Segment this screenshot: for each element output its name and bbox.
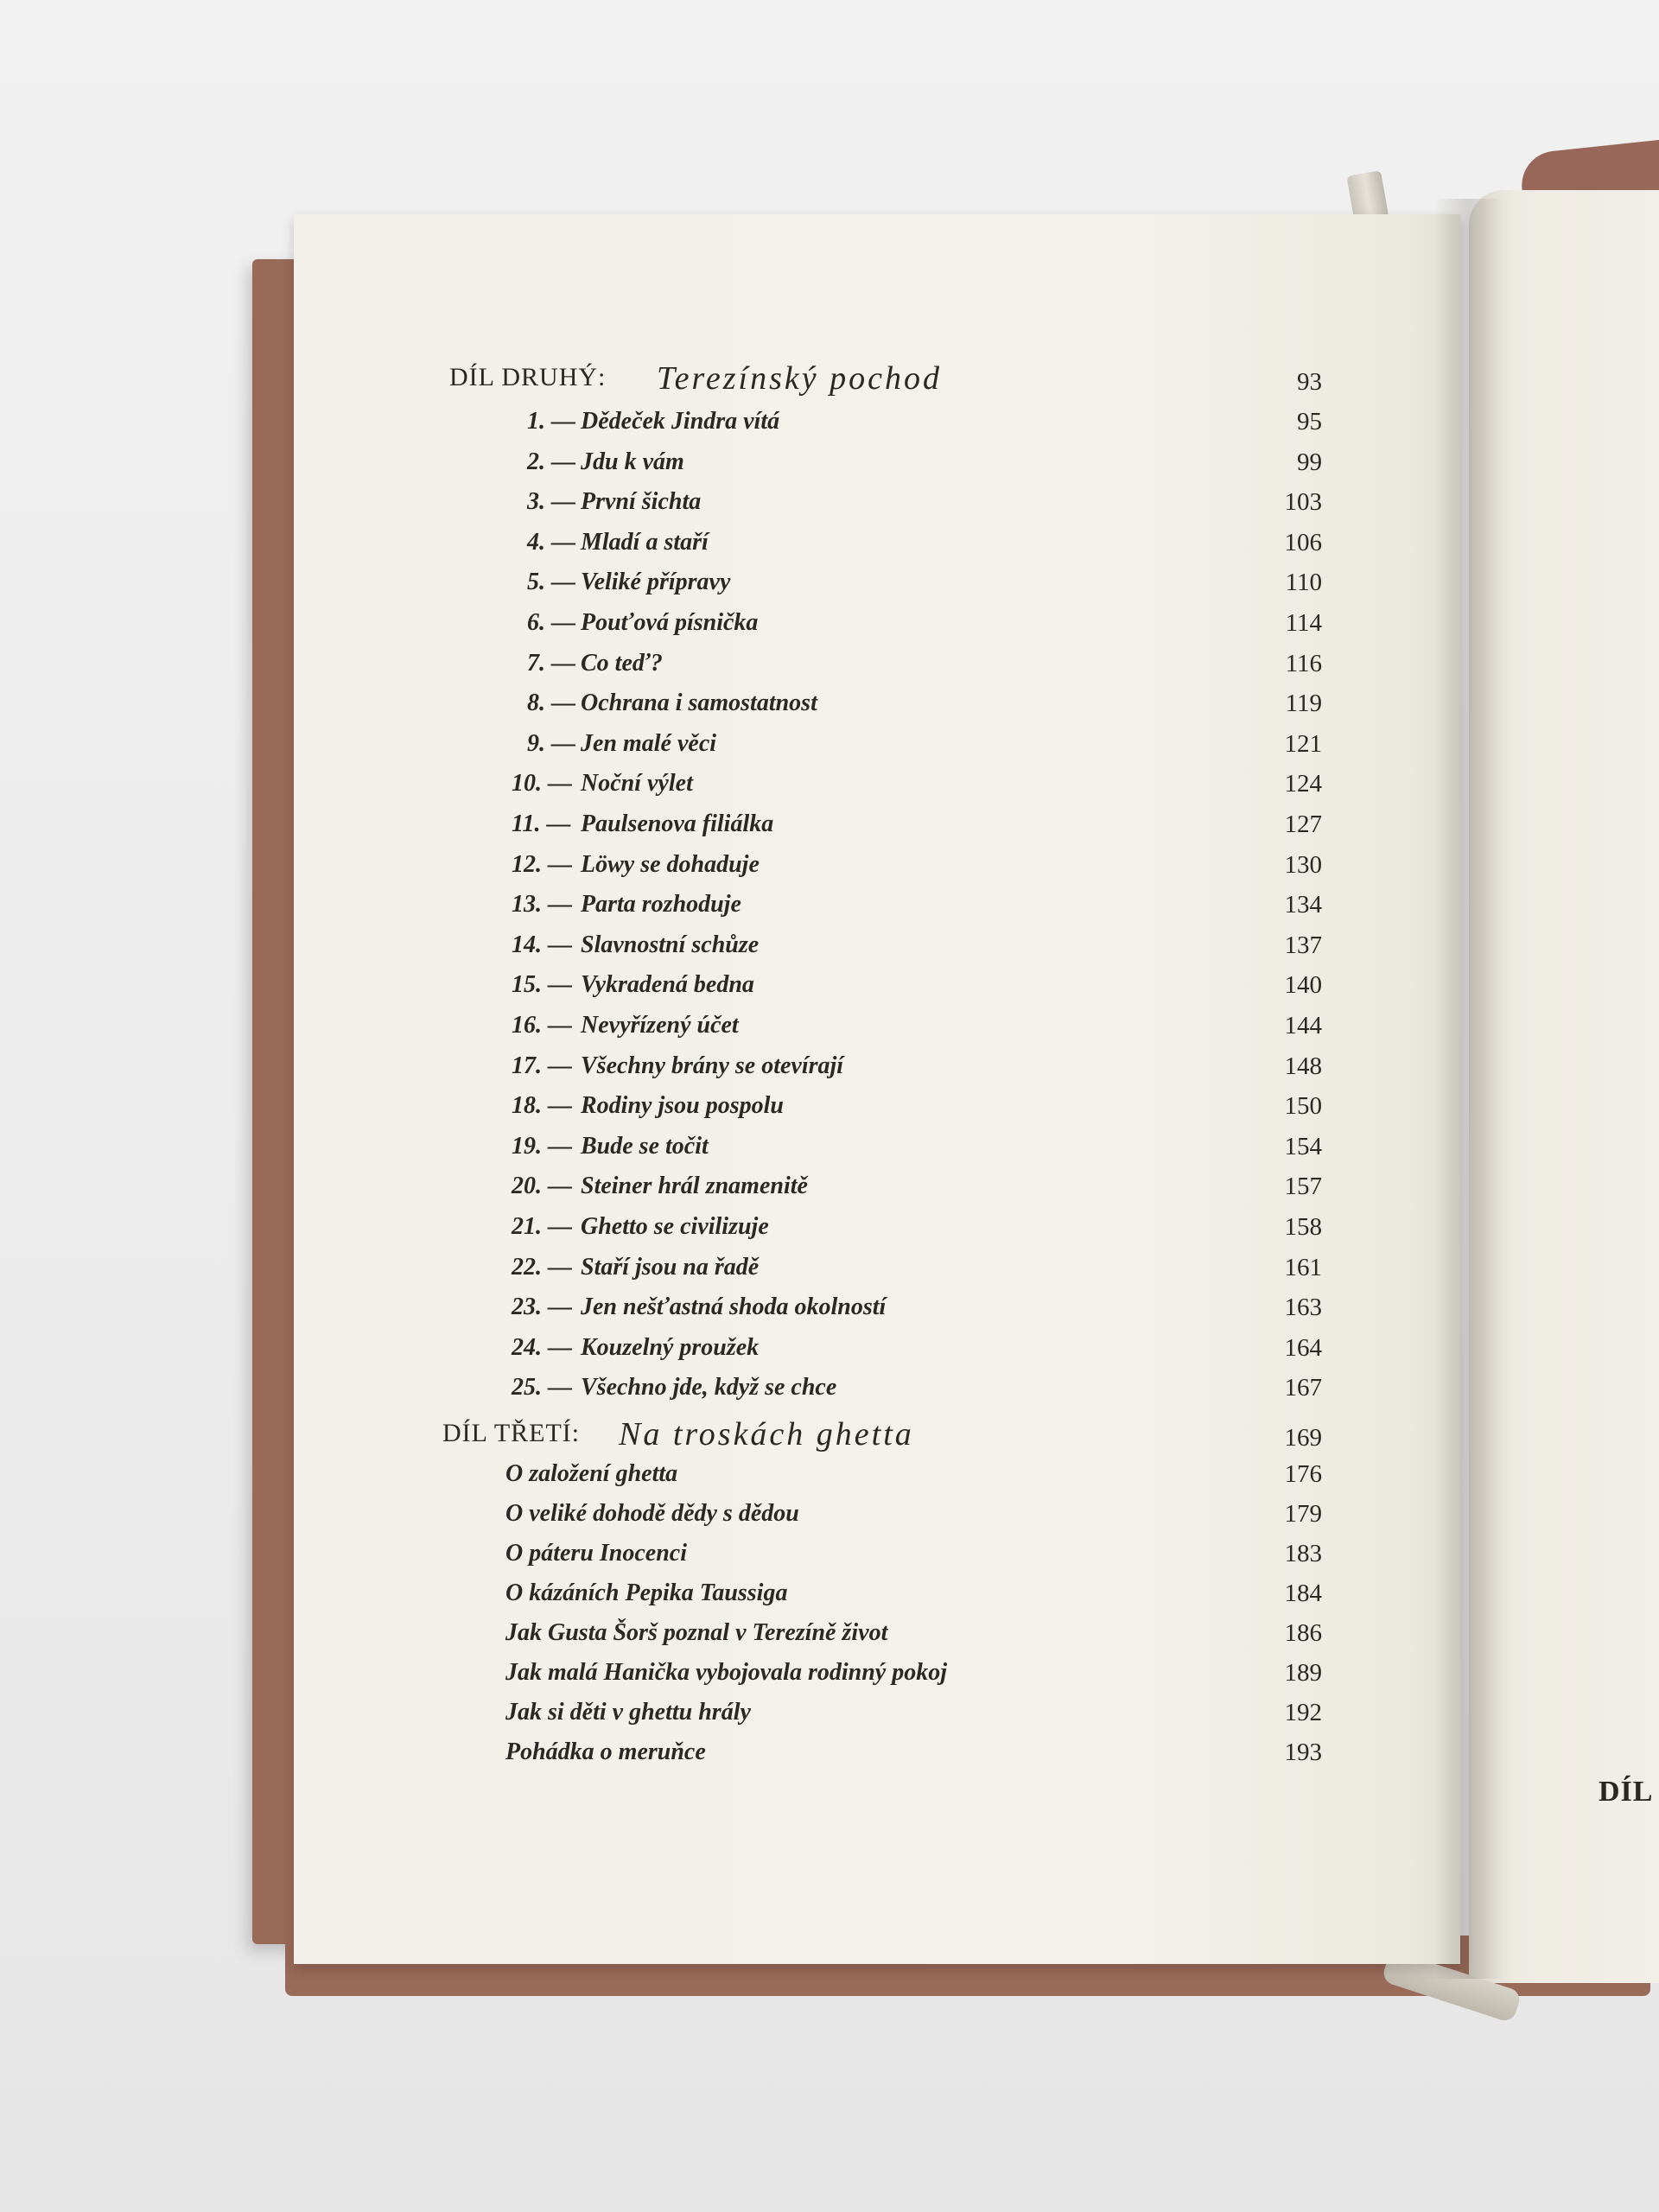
page-number: 99	[1297, 448, 1322, 476]
toc-entry	[449, 971, 1322, 1011]
toc-entry	[449, 931, 1322, 971]
page-number: 148	[1284, 1052, 1322, 1080]
page-number: 158	[1284, 1213, 1322, 1241]
part-label: DÍL TŘETÍ:	[442, 1419, 581, 1447]
toc-entry	[449, 448, 1322, 488]
chapter-title: Jen nešťastná shoda okolností	[581, 1294, 887, 1321]
chapter-number: 13. —	[512, 891, 572, 918]
toc-entry	[449, 1133, 1322, 1173]
page-number: 124	[1284, 770, 1322, 798]
toc-entry	[449, 569, 1322, 608]
page-number: 110	[1285, 569, 1322, 597]
toc-entry	[449, 810, 1322, 850]
page-number: 134	[1284, 891, 1322, 919]
chapter-title: Kouzelný proužek	[581, 1333, 760, 1361]
right-page-part-label: DÍL	[1599, 1776, 1654, 1808]
chapter-number: 1. —	[527, 408, 575, 435]
chapter-title: Vykradená bedna	[581, 971, 754, 999]
chapter-number: 25. —	[512, 1374, 572, 1402]
chapter-number: 7. —	[527, 649, 575, 677]
toc-entry	[449, 1254, 1322, 1294]
chapter-title: Ghetto se civilizuje	[581, 1213, 769, 1240]
toc-entry	[449, 408, 1322, 448]
chapter-number: 4. —	[527, 528, 575, 556]
chapter-title: Co teď?	[581, 649, 663, 677]
chapter-title: Slavnostní schůze	[581, 931, 760, 958]
toc-entry	[449, 1460, 1322, 1500]
chapter-number: 18. —	[512, 1092, 572, 1120]
part-title: Terezínský pochod	[657, 360, 942, 397]
chapter-title: Steiner hrál znamenitě	[581, 1173, 808, 1200]
toc-entry	[449, 1213, 1322, 1253]
page-number: 103	[1284, 488, 1322, 517]
toc-entry	[449, 529, 1322, 569]
toc-entry	[449, 650, 1322, 690]
chapter-title: Ochrana i samostatnost	[581, 690, 817, 717]
chapter-number: 3. —	[527, 488, 575, 516]
chapter-title: Veliké přípravy	[581, 569, 731, 596]
toc-entry	[449, 1092, 1322, 1132]
toc-entry	[449, 1659, 1322, 1699]
page-number: 163	[1284, 1294, 1322, 1322]
toc-entry	[449, 488, 1322, 528]
chapter-title: Jdu k vám	[581, 448, 684, 475]
chapter-title: Všechno jde, když se chce	[581, 1374, 837, 1402]
chapter-number: 21. —	[512, 1213, 572, 1240]
page-number: 150	[1284, 1092, 1322, 1121]
page-number: 164	[1284, 1333, 1322, 1362]
chapter-title: Löwy se dohaduje	[581, 850, 760, 878]
chapter-number: 5. —	[527, 569, 575, 596]
page-number: 193	[1284, 1738, 1322, 1766]
page-number: 144	[1284, 1012, 1322, 1039]
part-heading	[449, 360, 1322, 411]
page-number: 192	[1284, 1699, 1322, 1726]
chapter-title: Všechny brány se otevírají	[581, 1052, 844, 1079]
chapter-title: Pohádka o meruňce	[505, 1738, 706, 1765]
page-number: 184	[1284, 1580, 1322, 1607]
chapter-number: 15. —	[512, 971, 572, 999]
part-label: DÍL DRUHÝ:	[449, 363, 607, 391]
toc-entry	[449, 1738, 1322, 1778]
page-number: 176	[1284, 1460, 1322, 1488]
chapter-number: 12. —	[512, 850, 572, 878]
chapter-title: Paulsenova filiálka	[581, 810, 774, 837]
page-number: 106	[1284, 528, 1322, 556]
toc-entry	[449, 1374, 1322, 1414]
page-number: 157	[1284, 1173, 1322, 1201]
toc-entry	[449, 851, 1322, 891]
chapter-number: 23. —	[512, 1294, 572, 1321]
toc-entry	[449, 609, 1322, 649]
chapter-number: 22. —	[512, 1253, 572, 1281]
chapter-title: První šichta	[581, 488, 702, 516]
page-number: 119	[1285, 690, 1322, 718]
chapter-title: O kázáních Pepika Taussiga	[505, 1580, 788, 1606]
page-number: 189	[1284, 1659, 1322, 1687]
chapter-title: Bude se točit	[581, 1132, 709, 1160]
page-number: 186	[1284, 1619, 1322, 1647]
chapter-title: O páteru Inocenci	[505, 1540, 687, 1567]
chapter-title: Jak Gusta Šorš poznal v Terezíně život	[505, 1619, 888, 1646]
chapter-number: 9. —	[527, 729, 575, 757]
page-number: 121	[1284, 729, 1322, 758]
toc-entry	[449, 1173, 1322, 1212]
chapter-number: 10. —	[512, 770, 572, 798]
page-number: 140	[1284, 971, 1322, 1000]
page-number: 130	[1284, 850, 1322, 879]
chapter-title: O založení ghetta	[505, 1460, 678, 1487]
page-number: 154	[1284, 1132, 1322, 1160]
page-number: 167	[1284, 1374, 1322, 1402]
chapter-number: 19. —	[512, 1132, 572, 1160]
toc-entry	[449, 1012, 1322, 1052]
page-number: 137	[1284, 931, 1322, 959]
page-number: 169	[1284, 1424, 1322, 1452]
chapter-title: Jen malé věci	[581, 729, 717, 757]
chapter-number: 20. —	[512, 1173, 572, 1200]
chapter-number: 14. —	[512, 931, 572, 958]
chapter-title: Jak si děti v ghettu hrály	[505, 1699, 751, 1726]
toc-entry	[449, 1294, 1322, 1333]
page-number: 93	[1297, 368, 1322, 396]
chapter-number: 8. —	[527, 690, 575, 717]
toc-entry	[449, 730, 1322, 770]
chapter-title: Staří jsou na řadě	[581, 1253, 760, 1281]
chapter-title: Rodiny jsou pospolu	[581, 1092, 784, 1120]
toc-entry	[449, 1699, 1322, 1738]
toc-entry	[449, 1500, 1322, 1540]
book-gutter-shadow	[1434, 199, 1503, 1979]
toc-entry	[449, 690, 1322, 729]
toc-entry	[449, 1334, 1322, 1374]
toc-entry	[449, 1619, 1322, 1659]
page-number: 161	[1284, 1253, 1322, 1281]
chapter-title: Jak malá Hanička vybojovala rodinný pokoj	[505, 1659, 947, 1686]
chapter-number: 11. —	[512, 810, 571, 837]
toc-entry	[449, 891, 1322, 931]
chapter-title: O veliké dohodě dědy s dědou	[505, 1500, 799, 1527]
chapter-title: Mladí a staří	[581, 528, 709, 556]
chapter-number: 24. —	[512, 1333, 572, 1361]
page-number: 114	[1285, 609, 1322, 637]
chapter-title: Noční výlet	[581, 770, 693, 798]
toc-entry	[449, 1052, 1322, 1092]
chapter-title: Nevyřízený účet	[581, 1012, 739, 1039]
toc-entry	[449, 770, 1322, 810]
page-number: 179	[1284, 1500, 1322, 1528]
toc-entry	[449, 1540, 1322, 1580]
chapter-title: Pouťová písnička	[581, 609, 759, 636]
chapter-number: 16. —	[512, 1012, 572, 1039]
toc-entry	[449, 1580, 1322, 1619]
page-number: 116	[1285, 649, 1322, 677]
page-number: 95	[1297, 408, 1322, 435]
page-number: 127	[1284, 810, 1322, 838]
chapter-number: 2. —	[527, 448, 575, 475]
part-title: Na troskách ghetta	[619, 1416, 914, 1452]
chapter-number: 17. —	[512, 1052, 572, 1079]
chapter-number: 6. —	[527, 609, 575, 636]
page-number: 183	[1284, 1540, 1322, 1567]
chapter-title: Parta rozhoduje	[581, 891, 741, 918]
chapter-title: Dědeček Jindra vítá	[581, 408, 780, 435]
